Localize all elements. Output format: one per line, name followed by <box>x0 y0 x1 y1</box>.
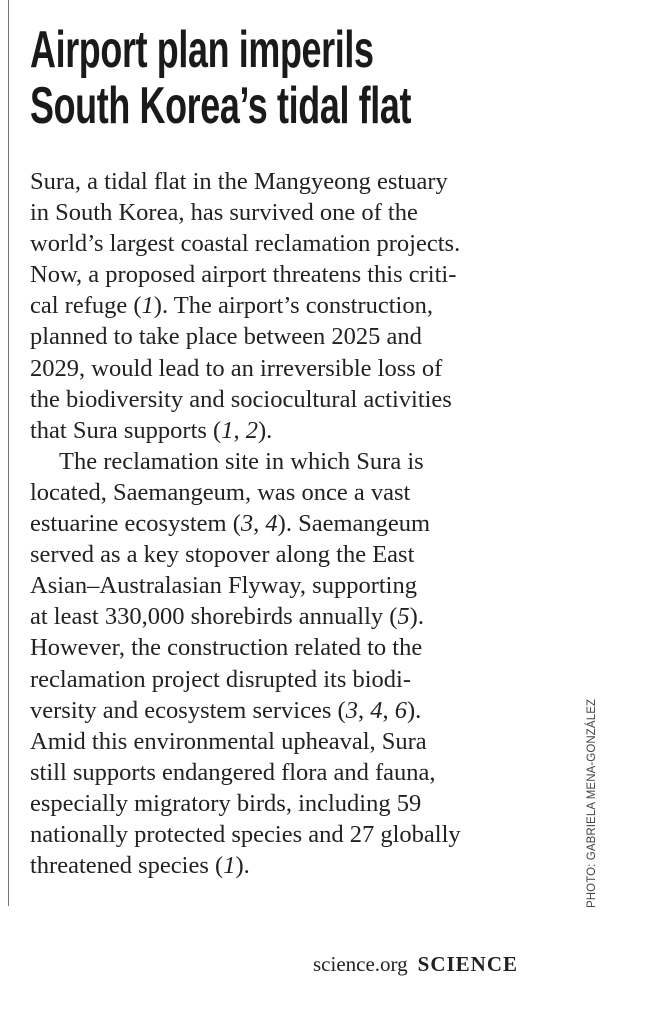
text-segment: reclamation project disrupted its biodi- <box>30 665 412 693</box>
text-segment: , <box>382 696 395 724</box>
text-line <box>30 321 461 352</box>
text-segment: the biodiversity and sociocultural activities <box>30 385 452 413</box>
text-segment: served as a key stopover along the East <box>30 541 415 569</box>
reference-number: 1 <box>223 852 236 880</box>
text-segment: ). <box>257 416 273 444</box>
text-segment: ). <box>235 852 250 880</box>
text-line <box>30 353 461 384</box>
text-segment: , <box>253 510 266 538</box>
text-segment: especially migratory birds, including 59 <box>30 789 422 817</box>
text-line <box>30 259 461 290</box>
text-line <box>30 726 461 757</box>
text-segment: , <box>357 696 371 724</box>
text-line <box>30 166 461 197</box>
text-line <box>30 601 461 632</box>
text-segment: However, the construction related to the <box>30 634 423 662</box>
text-line <box>30 228 461 259</box>
text-segment: ). <box>406 696 422 724</box>
headline <box>30 22 411 134</box>
text-segment: in South Korea, has survived one of the <box>30 199 418 227</box>
text-line <box>30 664 461 695</box>
reference-number: 2 <box>245 416 258 444</box>
journal-brand: SCIENCE <box>417 952 519 976</box>
reference-number: 3 <box>345 696 358 724</box>
reference-number: 4 <box>370 696 383 724</box>
reference-number: 3 <box>240 510 254 538</box>
text-segment: ). The airport’s construction, <box>153 292 433 320</box>
text-line <box>30 788 461 819</box>
text-line <box>30 632 461 663</box>
text-segment: Sura, a tidal flat in the Mangyeong estuary <box>30 168 448 195</box>
text-line <box>30 819 461 850</box>
text-line <box>30 197 461 228</box>
text-line <box>30 446 461 477</box>
text-segment: Now, a proposed airport threatens this criti- <box>30 261 457 289</box>
column-rule <box>8 0 9 906</box>
reference-number: 1 <box>141 292 154 320</box>
text-line <box>30 384 461 415</box>
text-line <box>30 539 461 570</box>
text-segment: located, Saemangeum, was once a vast <box>30 478 411 506</box>
site-url: science.org <box>313 952 408 976</box>
text-segment: estuarine ecosystem ( <box>30 510 241 538</box>
text-line <box>30 850 461 881</box>
text-line <box>30 508 461 539</box>
photo-credit: PHOTO: GABRIELA MENA-GONZÁLEZ <box>586 698 598 908</box>
text-segment: ). Saemangeum <box>277 510 431 538</box>
text-line <box>30 757 461 788</box>
text-segment: The reclamation site in which Sura is <box>59 447 424 475</box>
text-segment: nationally protected species and 27 globally <box>30 820 461 848</box>
text-segment: still supports endangered flora and fauna, <box>30 758 436 786</box>
headline-line-2: South Korea’s tidal flat <box>30 77 412 135</box>
text-segment: cal refuge ( <box>30 292 142 320</box>
reference-number: 1 <box>221 416 234 444</box>
text-line <box>30 290 461 321</box>
text-line <box>30 415 461 446</box>
text-segment: versity and ecosystem services ( <box>30 696 346 724</box>
text-segment: , <box>233 416 246 444</box>
text-line <box>30 570 461 601</box>
text-segment: planned to take place between 2025 and <box>30 323 422 351</box>
text-segment: Asian–Australasian Flyway, supporting <box>30 572 417 600</box>
reference-number: 4 <box>265 510 278 538</box>
article-body <box>30 166 461 881</box>
text-segment: Amid this environmental upheaval, Sura <box>30 727 427 755</box>
reference-number: 5 <box>397 603 410 631</box>
text-segment: that Sura supports ( <box>30 416 222 444</box>
text-line <box>30 695 461 726</box>
headline-line-1: Airport plan imperils <box>30 21 374 79</box>
text-segment: at least 330,000 shorebirds annually ( <box>30 603 398 631</box>
reference-number: 6 <box>394 696 407 724</box>
text-segment: ). <box>409 603 424 631</box>
footer <box>313 952 518 977</box>
text-segment: threatened species ( <box>30 852 224 880</box>
text-segment: world’s largest coastal reclamation projects. <box>30 230 461 258</box>
text-segment: 2029, would lead to an irreversible loss of <box>30 354 443 382</box>
text-line <box>30 477 461 508</box>
